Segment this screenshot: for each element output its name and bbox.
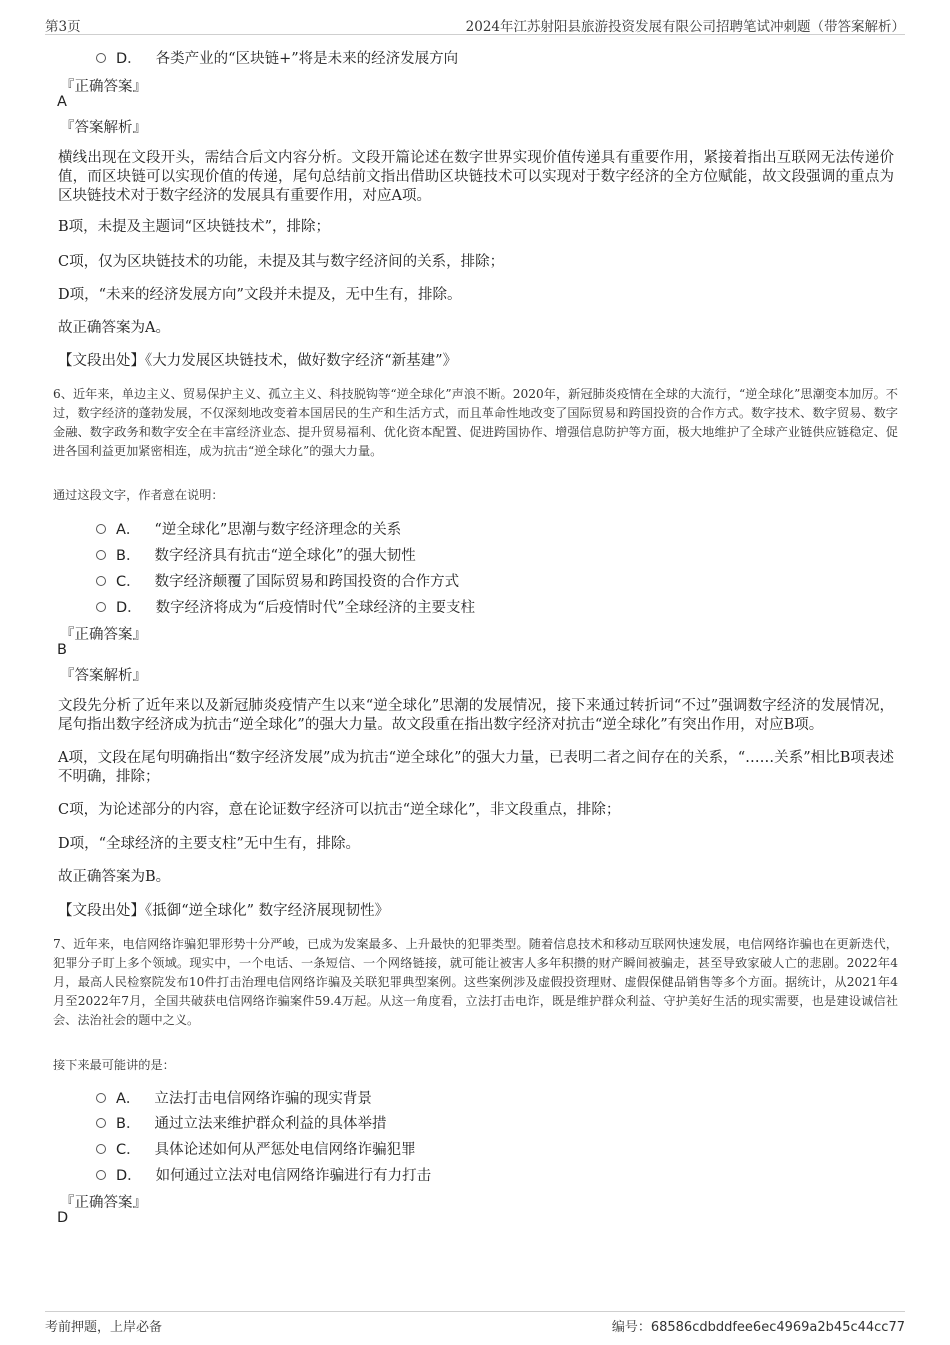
q6-option-b[interactable]: B． 数字经济具有抗击“逆全球化”的强大韧性: [96, 544, 416, 565]
q6-option-a[interactable]: A． “逆全球化”思潮与数字经济理念的关系: [96, 518, 401, 539]
q7-option-c[interactable]: C． 具体论述如何从严惩处电信网络诈骗犯罪: [96, 1138, 416, 1159]
q5-answer-label: 『正确答案』: [60, 79, 147, 95]
q6-answer: B: [57, 642, 67, 658]
document-id-label: 编号：: [611, 1320, 651, 1335]
q6-source: 【文段出处】《抵御“逆全球化” 数字经济展现韧性》: [58, 903, 390, 919]
option-text: 具体论述如何从严惩处电信网络诈骗犯罪: [154, 1142, 416, 1158]
q7-prompt: 接下来最可能讲的是：: [53, 1058, 175, 1072]
q7-question: 7、近年来，电信网络诈骗犯罪形势十分严峻，已成为发案最多、上升最快的犯罪类型。随着信息技术和移动互联网快速发展，电信网络诈骗也在更新迭代，犯罪分子盯上多个领域。现实中，一个电话、一条短信、一个网络链接，就可能让被害人多年积攒的财产瞬间被骗走，甚至导致家破人亡的悲剧。2022年4月，最高人民检察院发布10件打击治理电信网络诈骗及关联犯罪典型案例。这些案例涉及虚假投资理财、虚假保健品销售等多个方面。据统计，从2021年4月至2022年7月，全国共破获电信网络诈骗案件59.4万起。从这一角度看，立法打击电诈，既是维护群众利益、守护美好生活的现实需要，也是建设诚信社会、法治社会的题中之义。: [53, 937, 898, 1027]
option-text: 数字经济颠覆了国际贸易和跨国投资的合作方式: [154, 574, 460, 590]
radio-icon[interactable]: [96, 1170, 106, 1180]
option-text: 如何通过立法对电信网络诈骗进行有力打击: [155, 1168, 432, 1184]
page-footer: [45, 1311, 905, 1336]
footer-slogan: 考前押题，上岸必备: [45, 1320, 163, 1335]
option-text: 数字经济将成为“后疫情时代”全球经济的主要支柱: [155, 600, 475, 616]
q5-analysis-paragraph: B项，未提及主题词“区块链技术”，排除；: [58, 219, 330, 235]
q5-analysis-paragraph: 横线出现在文段开头，需结合后文内容分析。文段开篇论述在数字世界实现价值传递具有重要作用，紧接着指出互联网无法传递价值，而区块链可以实现价值的传递，尾句总结前文指出借助区块链技术可以实现对于数字经济的全方位赋能，故文段强调的重点为区块链技术对于数字经济的发展具有重要作用，对应A项。: [58, 150, 894, 204]
q5-conclusion: 故正确答案为A。: [58, 320, 170, 336]
q6-analysis-label: 『答案解析』: [60, 668, 147, 684]
radio-icon[interactable]: [96, 1118, 106, 1128]
q6-analysis-paragraph: A项，文段在尾句明确指出“数字经济发展”成为抗击“逆全球化”的强大力量，已表明二者之间存在的关系，“……关系”相比B项表述不明确，排除；: [58, 750, 894, 785]
document-id-code: 68586cdbddfee6ec4969a2b45c44cc77: [650, 1320, 905, 1335]
q6-analysis-paragraph: D项，“全球经济的主要支柱”无中生有，排除。: [58, 836, 360, 852]
q7-option-b[interactable]: B． 通过立法来维护群众利益的具体举措: [96, 1112, 386, 1133]
option-text: 立法打击电信网络诈骗的现实背景: [154, 1091, 372, 1107]
q6-option-d[interactable]: D． 数字经济将成为“后疫情时代”全球经济的主要支柱: [96, 596, 475, 617]
document-title: 2024年江苏射阳县旅游投资发展有限公司招聘笔试冲刺题（带答案解析）: [465, 19, 905, 35]
q5-source: 【文段出处】《大力发展区块链技术，做好数字经济“新基建”》: [58, 353, 458, 369]
q6-answer-label: 『正确答案』: [60, 627, 147, 643]
page-number: 第3页: [45, 19, 81, 35]
q6-option-c[interactable]: C． 数字经济颠覆了国际贸易和跨国投资的合作方式: [96, 570, 459, 591]
radio-icon[interactable]: [96, 550, 106, 560]
document-id: [612, 1316, 905, 1335]
option-text: “逆全球化”思潮与数字经济理念的关系: [154, 522, 402, 538]
q6-analysis-paragraph: C项，为论述部分的内容，意在论证数字经济可以抗击“逆全球化”，非文段重点，排除；: [58, 802, 621, 818]
q6-question: 6、近年来，单边主义、贸易保护主义、孤立主义、科技脱钩等“逆全球化”声浪不断。2020年，新冠肺炎疫情在全球的大流行，“逆全球化”思潮变本加厉。不过，数字经济的蓬勃发展，不仅深刻地改变着本国居民的生产和生活方式，而且革命性地改变了国际贸易和跨国投资的合作方式。数字技术、数字贸易、数字金融、数字政务和数字安全在丰富经济业态、提升贸易福利、优化资本配置、促进跨国协作、增强信息防护等方面，极大地维护了全球产业链供应链稳定、促进各国利益更加紧密相连，成为抗击“逆全球化”的强大力量。: [53, 387, 898, 458]
radio-icon[interactable]: [96, 1093, 106, 1103]
q5-analysis-label: 『答案解析』: [60, 120, 147, 136]
q5-option-d[interactable]: D． 各类产业的“区块链+”将是未来的经济发展方向: [96, 47, 458, 68]
option-text: 数字经济具有抗击“逆全球化”的强大韧性: [154, 548, 416, 564]
q5-analysis-paragraph: D项，“未来的经济发展方向”文段并未提及，无中生有，排除。: [58, 287, 462, 303]
q6-conclusion: 故正确答案为B。: [58, 869, 171, 885]
option-text: 各类产业的“区块链+”将是未来的经济发展方向: [155, 51, 459, 67]
page-header: [45, 14, 905, 35]
radio-icon[interactable]: [96, 524, 106, 534]
q7-option-d[interactable]: D． 如何通过立法对电信网络诈骗进行有力打击: [96, 1164, 431, 1185]
radio-icon[interactable]: [96, 602, 106, 612]
q5-analysis-paragraph: C项，仅为区块链技术的功能，未提及其与数字经济间的关系，排除；: [58, 254, 505, 270]
q7-answer-label: 『正确答案』: [60, 1195, 147, 1211]
q6-analysis-paragraph: 文段先分析了近年来以及新冠肺炎疫情产生以来“逆全球化”思潮的发展情况，接下来通过转折词“不过”强调数字经济的发展情况，尾句指出数字经济成为抗击“逆全球化”的强大力量。故文段重在指出数字经济对抗击“逆全球化”有突出作用，对应B项。: [58, 698, 894, 733]
radio-icon[interactable]: [96, 576, 106, 586]
q7-option-a[interactable]: A． 立法打击电信网络诈骗的现实背景: [96, 1087, 372, 1108]
q5-answer: A: [57, 94, 67, 110]
radio-icon[interactable]: [96, 1144, 106, 1154]
q7-answer: D: [57, 1210, 69, 1226]
radio-icon[interactable]: [96, 53, 106, 63]
q6-prompt: 通过这段文字，作者意在说明：: [53, 488, 224, 502]
option-text: 通过立法来维护群众利益的具体举措: [154, 1116, 387, 1132]
